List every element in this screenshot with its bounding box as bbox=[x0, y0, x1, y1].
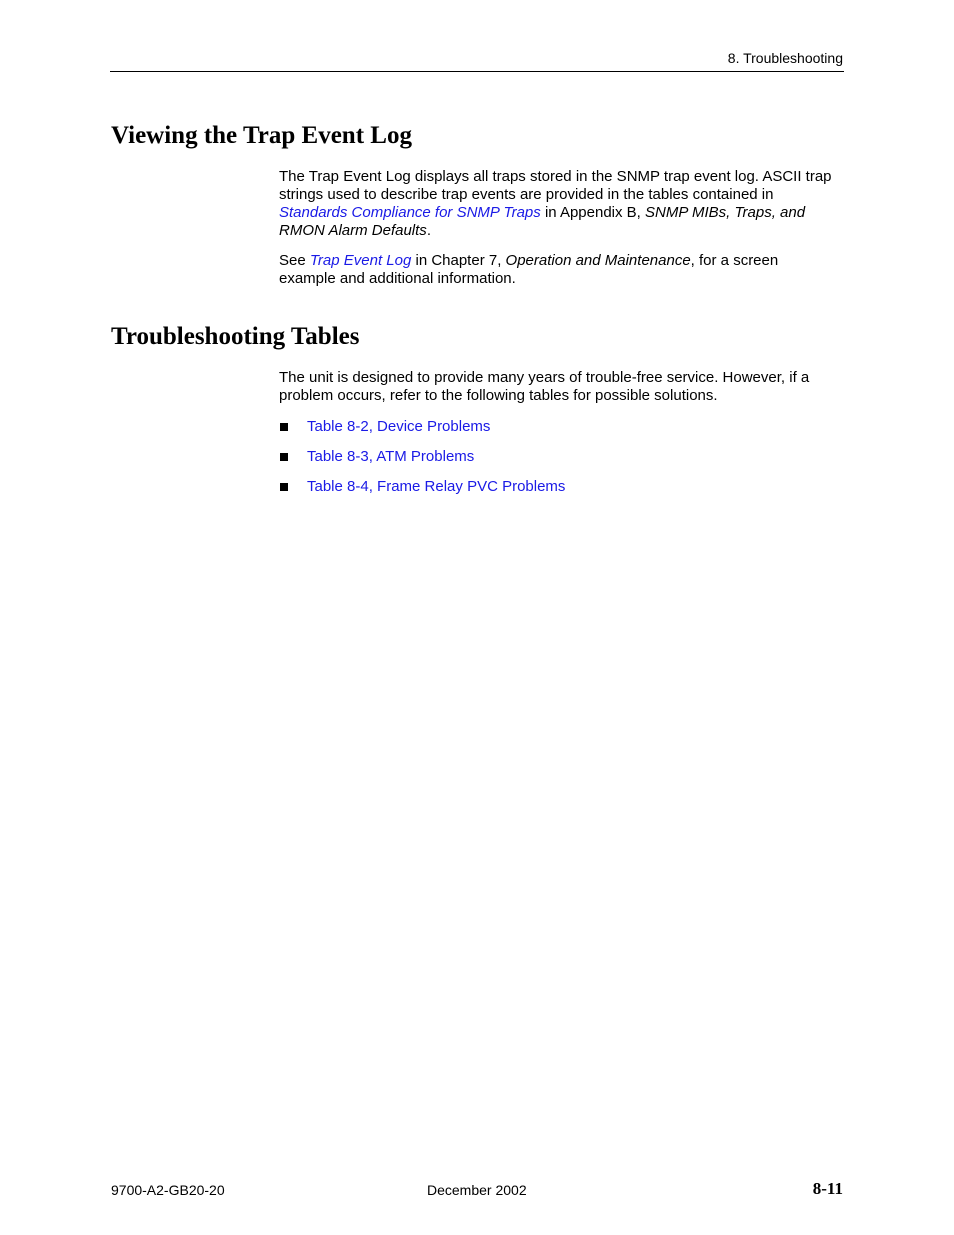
table-links-list bbox=[279, 418, 565, 508]
square-bullet-icon bbox=[280, 453, 288, 461]
square-bullet-icon bbox=[280, 483, 288, 491]
trap-log-paragraph-1 bbox=[279, 168, 834, 240]
appendix-title: SNMP MIBs, Traps, and RMON Alarm Defaults bbox=[279, 204, 806, 239]
tables-intro-paragraph bbox=[279, 369, 834, 405]
square-bullet-icon bbox=[280, 423, 288, 431]
text-segment: See bbox=[279, 252, 310, 269]
link-trap-event-log[interactable]: Trap Event Log bbox=[309, 252, 412, 269]
list-item bbox=[279, 448, 565, 466]
text-segment: , for a screen example and additional information. bbox=[279, 252, 779, 287]
footer-date: December 2002 bbox=[427, 1182, 527, 1198]
heading-troubleshooting-tables: Troubleshooting Tables bbox=[111, 323, 360, 350]
header-rule bbox=[110, 71, 844, 72]
list-item bbox=[279, 418, 565, 436]
running-header-chapter: 8. Troubleshooting bbox=[727, 50, 843, 66]
footer-doc-number: 9700-A2-GB20-20 bbox=[111, 1182, 225, 1198]
list-item bbox=[279, 478, 565, 496]
chapter-title: Operation and Maintenance bbox=[505, 252, 691, 269]
heading-viewing-trap-event-log: Viewing the Trap Event Log bbox=[111, 122, 412, 149]
link-table-8-2[interactable]: Table 8-2, Device Problems bbox=[307, 418, 491, 435]
tables-intro-text: The unit is designed to provide many years of trouble-free service. However, if a problem occurs, refer to the following tables for possible solutions. bbox=[279, 369, 810, 404]
link-table-8-4[interactable]: Table 8-4, Frame Relay PVC Problems bbox=[307, 478, 566, 495]
link-table-8-3[interactable]: Table 8-3, ATM Problems bbox=[307, 448, 475, 465]
text-segment: . bbox=[426, 222, 431, 239]
text-segment: in Chapter 7, bbox=[411, 252, 506, 269]
trap-log-paragraph-2 bbox=[279, 252, 834, 288]
text-segment: The Trap Event Log displays all traps stored in the SNMP trap event log. ASCII trap strings used to describe trap events are provided in the tables contained in bbox=[279, 168, 832, 203]
footer-page-number: 8-11 bbox=[812, 1179, 843, 1198]
text-segment: in Appendix B, bbox=[540, 204, 646, 221]
link-standards-compliance-snmp-traps[interactable]: Standards Compliance for SNMP Traps bbox=[279, 204, 541, 221]
